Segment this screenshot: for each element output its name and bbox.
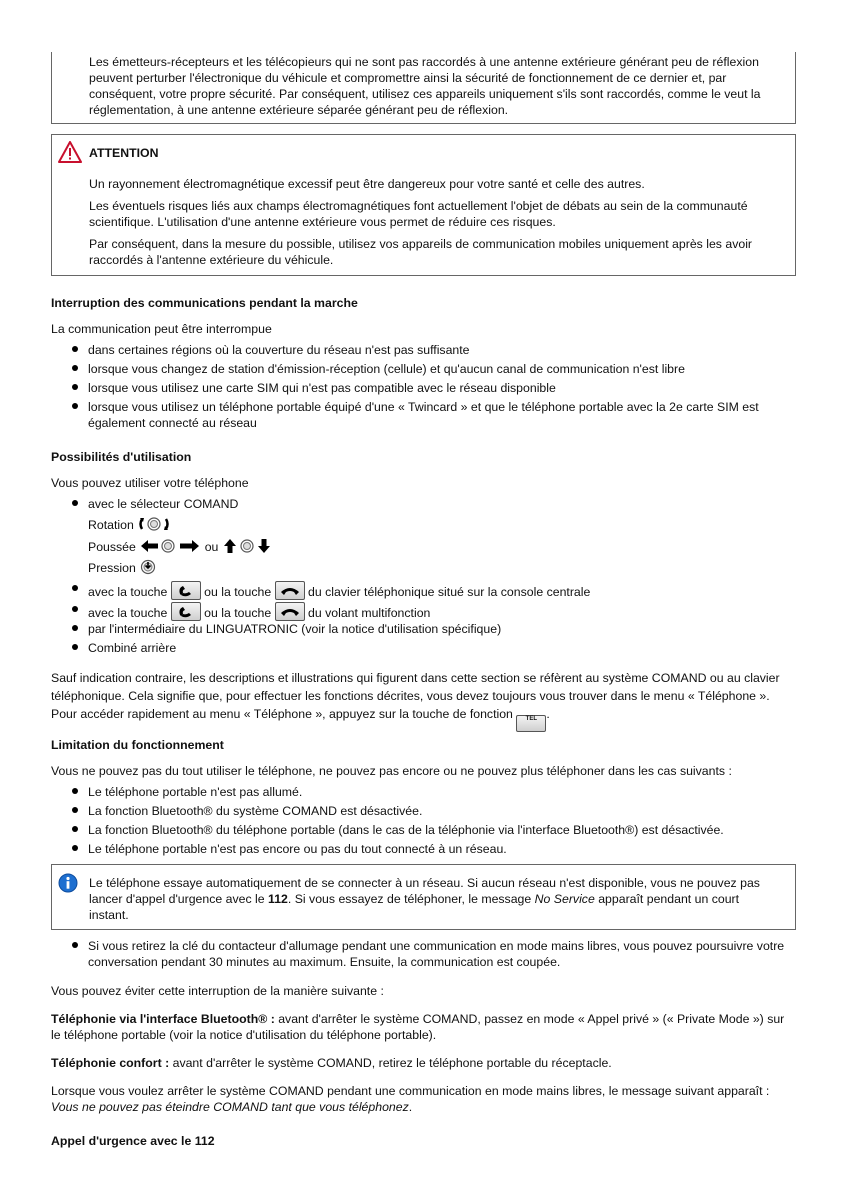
rotation-row [88,516,171,533]
interruption-intro: La communication peut être interrompue [51,322,272,336]
limitation-item: Le téléphone portable n'est pas allumé. [88,785,303,799]
bullet-dot [72,807,78,813]
heading-emergency-112: Appel d'urgence avec le 112 [51,1134,215,1148]
limitation-item: La fonction Bluetooth® du système COMAND est désactivée. [88,804,423,818]
bullet-dot [72,606,78,612]
key-text: ou la touche [204,585,272,599]
info-icon [58,873,78,893]
attention-title: ATTENTION [89,146,159,160]
call-accept-key-icon [171,581,201,600]
pression-row [88,559,157,576]
info-message: No Service [534,892,595,906]
interruption-item: lorsque vous changez de station d'émission-réception (cellule) et qu'aucun canal de communication n'est libre [88,362,685,376]
interruption-item: dans certaines régions où la couverture du réseau n'est pas suffisante [88,343,470,357]
controller-slide-up-down-icon [223,538,271,554]
poussee-label: Poussée [88,540,136,554]
bullet-dot [72,644,78,650]
bullet-dot [72,585,78,591]
poussee-row [88,538,272,555]
confort-paragraph [51,1055,796,1071]
interruption-item: lorsque vous utilisez une carte SIM qui n'est pas compatible avec le réseau disponible [88,381,556,395]
keys-steering-item [88,602,808,621]
interruption-item: lorsque vous utilisez un téléphone portable équipé d'une « Twincard » et que le téléphone portable avec la 2e carte SIM est également connecté au réseau [88,400,759,430]
limitation-item: La fonction Bluetooth® du téléphone portable (dans le cas de la téléphonie via l'interface Bluetooth®) est désactivée. [88,823,724,837]
bullet-dot [72,365,78,371]
call-end-key-icon [275,581,305,600]
attention-p3: Par conséquent, dans la mesure du possible, utilisez vos appareils de communication mobiles uniquement après les avoir raccordés à l'antenne extérieure du véhicule. [89,237,753,267]
key-text: ou la touche [204,606,272,620]
key-text: avec la touche [88,606,168,620]
heading-possibilites: Possibilités d'utilisation [51,450,192,464]
bullet-dot [72,625,78,631]
attention-box [51,134,796,276]
selector-item: avec le sélecteur COMAND [88,497,239,511]
attention-p1: Un rayonnement électromagnétique excessif peut être dangereux pour votre santé et celle des autres. [89,177,645,191]
key-removal-item: Si vous retirez la clé du contacteur d'allumage pendant une communication en mode mains libres, vous pouvez poursuivre votre conversation pendant 30 minutes au maximum. Ensuite, la communication est coupée. [88,939,785,969]
shutdown-message: Vous ne pouvez pas éteindre COMAND tant que vous téléphonez [51,1100,409,1114]
info-text [89,875,765,923]
note-text: Les émetteurs-récepteurs et les télécopieurs qui ne sont pas raccordés à une antenne extérieure générant peu de réflexion peuvent perturber l'électronique du véhicule et compromettre ainsi la sécurité de fonctionnement de ce dernier et, par conséquent, votre propre sécurité. Par conséquent, utilisez ces appareils uniquement s'ils sont raccordés, comme le veut la réglementation, à une antenne extérieure séparée générant peu de réflexion. [89,55,761,117]
bullet-dot [72,500,78,506]
bullet-dot [72,384,78,390]
controller-rotation-icon [138,516,170,532]
info-text-3: apparaît pendant un court instant. [89,892,740,922]
key-text: du volant multifonction [308,606,431,620]
bluetooth-text: avant d'arrêter le système COMAND, passez en mode « Appel privé » (« Private Mode ») sur le téléphone portable (voir la notice d'utilisation du téléphone portable). [51,1012,785,1042]
controller-slide-left-right-icon [140,538,200,554]
bullet-dot [72,788,78,794]
limitation-item: Le téléphone portable n'est pas encore ou pas du tout connecté à un réseau. [88,842,507,856]
para-text: Sauf indication contraire, les descriptions et illustrations qui figurent dans cette section se réfèrent au système COMAND ou au clavier téléphonique. Cela signifie que, pour effectuer les fonctions décrites, vous devez toujours vous trouver dans le menu « Téléphone ». Pour accéder rapidement au menu « Téléphone », appuyez sur la touche de fonction [51,671,780,721]
call-end-key-icon [275,602,305,621]
linguatronic-item: par l'intermédiaire du LINGUATRONIC (voir la notice d'utilisation spécifique) [88,622,502,636]
key-text: du clavier téléphonique situé sur la console centrale [308,585,591,599]
info-emergency-number: 112 [268,892,288,906]
bluetooth-paragraph [51,1011,796,1043]
bluetooth-label: Téléphonie via l'interface Bluetooth® : [51,1012,275,1026]
shutdown-paragraph [51,1083,796,1115]
heading-limitation: Limitation du fonctionnement [51,738,224,752]
confort-text: avant d'arrêter le système COMAND, retirez le téléphone portable du réceptacle. [169,1056,612,1070]
shutdown-text: Lorsque vous voulez arrêter le système COMAND pendant une communication en mode mains libres, le message suivant apparaît : [51,1084,770,1098]
info-box [51,864,796,930]
para-end: . [546,707,550,721]
heading-interruption: Interruption des communications pendant la marche [51,296,358,310]
call-accept-key-icon [171,602,201,621]
ou-label: ou [204,540,219,554]
bullet-dot [72,942,78,948]
key-text: avec la touche [88,585,168,599]
attention-p2: Les éventuels risques liés aux champs électromagnétiques font actuellement l'objet de débats au sein de la communauté scientifique. L'utilisation d'une antenne extérieure vous permet de réduire ces risques. [89,199,748,229]
combine-item: Combiné arrière [88,641,177,655]
shutdown-end: . [408,1100,413,1114]
info-text-1: Le téléphone essaye automatiquement de se connecter à un réseau. Si aucun réseau n'est disponible, vous ne pouvez pas lancer d'appel d'urgence avec le [89,876,760,906]
avoid-intro: Vous pouvez éviter cette interruption de la manière suivante : [51,984,384,998]
bullet-dot [72,346,78,352]
limitation-intro: Vous ne pouvez pas du tout utiliser le téléphone, ne pouvez pas encore ou ne pouvez plus téléphoner dans les cas suivants : [51,764,732,778]
bullet-dot [72,826,78,832]
keys-console-item [88,581,808,600]
warning-triangle-icon [58,141,82,163]
pression-label: Pression [88,561,136,575]
rotation-label: Rotation [88,518,134,532]
possibilites-paragraph [51,669,796,732]
bullet-dot [72,845,78,851]
confort-label: Téléphonie confort : [51,1056,170,1070]
tel-key-label: TEL [525,716,537,722]
tel-function-key-icon [516,715,546,732]
bullet-dot [72,403,78,409]
possibilites-intro: Vous pouvez utiliser votre téléphone [51,476,249,490]
note-box-top [51,52,796,124]
info-text-2: . Si vous essayez de téléphoner, le message [287,892,535,906]
controller-press-icon [140,559,156,575]
